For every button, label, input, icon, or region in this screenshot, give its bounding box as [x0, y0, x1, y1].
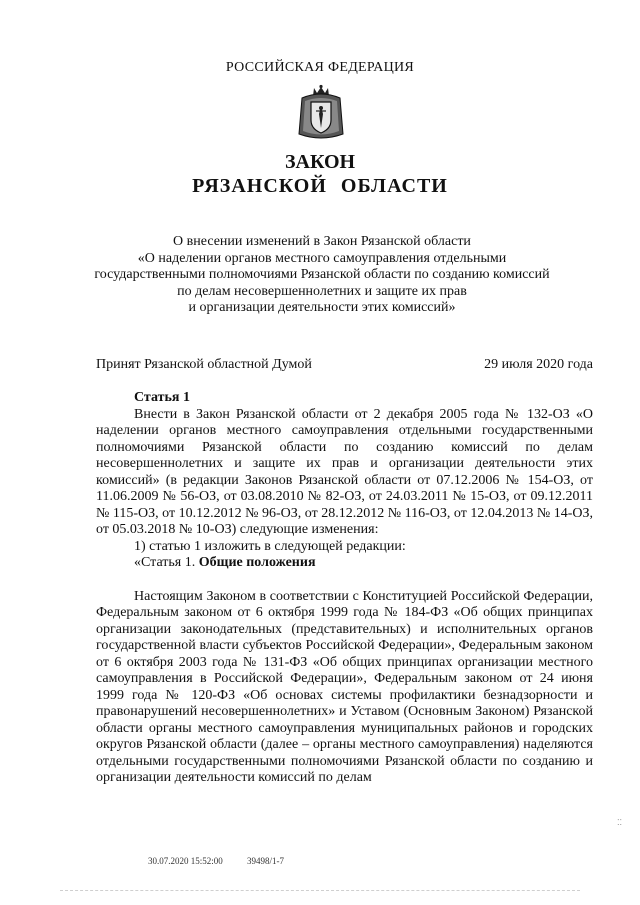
article-heading: Статья 1	[134, 390, 190, 405]
coat-of-arms-icon	[296, 84, 346, 142]
subject-line: государственными полномочиями Рязанской области по созданию комиссий	[94, 267, 550, 283]
page-footer	[148, 856, 306, 866]
subject-line: по делам несовершеннолетних и защите их прав	[177, 283, 467, 299]
scan-edge-line	[60, 890, 580, 891]
country-header: РОССИЙСКАЯ ФЕДЕРАЦИЯ	[225, 60, 415, 75]
law-title	[0, 150, 640, 198]
adopted-by: Принят Рязанской областной Думой	[96, 357, 312, 372]
margin-mark: ⁚⁚	[617, 818, 623, 827]
law-word: ЗАКОН	[284, 151, 356, 173]
adoption-info	[96, 357, 593, 373]
subject-line: и организации деятельности этих комиссий»	[188, 300, 456, 316]
spacer	[96, 572, 593, 589]
footer-timestamp: 30.07.2020 15:52:00	[148, 856, 223, 866]
article-item: 1) статью 1 изложить в следующей редакции:	[134, 538, 406, 554]
new-article-title: Общие положения	[198, 555, 316, 570]
region-name: РЯЗАНСКОЙ ОБЛАСТИ	[192, 175, 448, 197]
subject-line: «О наделении органов местного самоуправления отдельными	[137, 250, 507, 266]
law-subject	[84, 234, 560, 317]
article-intro: Внести в Закон Рязанской области от 2 декабря 2005 года № 132-ОЗ «О наделении органов местного самоуправления отдельными государственными полномочиями Рязанской области по созданию комиссий по делам несовершеннолетних и защите их прав и организации деятельности этих комиссий» (в редакции Законов Рязанской области от 07.12.2006 № 154-ОЗ, от 11.06.2009 № 56-ОЗ, от 03.08.2010 № 82-ОЗ, от 24.03.2011 № 15-ОЗ, от 09.12.2011 № 115-ОЗ, от 10.12.2012 № 96-ОЗ, от 28.12.2012 № 116-ОЗ, от 12.04.2013 № 14-ОЗ, от 05.03.2018 № 10-ОЗ) следующие изменения:	[96, 406, 593, 537]
adoption-date: 29 июля 2020 года	[484, 357, 593, 372]
footer-doc-number: 39498/1-7	[247, 856, 285, 866]
article-paragraph: Настоящим Законом в соответствии с Конституцией Российской Федерации, Федеральным законом от 6 октября 1999 года № 184-ФЗ «Об общих принципах организации законодательных (представительных) и исполнительных органов государственной власти субъектов Российской Федерации», Федеральным законом от 6 октября 2003 года № 131-ФЗ «Об общих принципах организации местного самоуправления в Российской Федерации», Федеральным законом от 24 июня 1999 года № 120-ФЗ «Об основах системы профилактики безнадзорности и правонарушений несовершеннолетних» и Уставом (Основным Законом) Рязанской области органы местного самоуправления муниципальных районов и городских округов Рязанской области (далее – органы местного самоуправления) наделяются отдельными государственными полномочиями Рязанской области по созданию и организации деятельности комиссий по делам	[96, 588, 593, 785]
new-article-heading	[96, 555, 593, 572]
subject-line: О внесении изменений в Закон Рязанской области	[173, 234, 471, 249]
new-article-prefix: «Статья 1.	[134, 555, 199, 570]
document-body	[96, 390, 593, 787]
